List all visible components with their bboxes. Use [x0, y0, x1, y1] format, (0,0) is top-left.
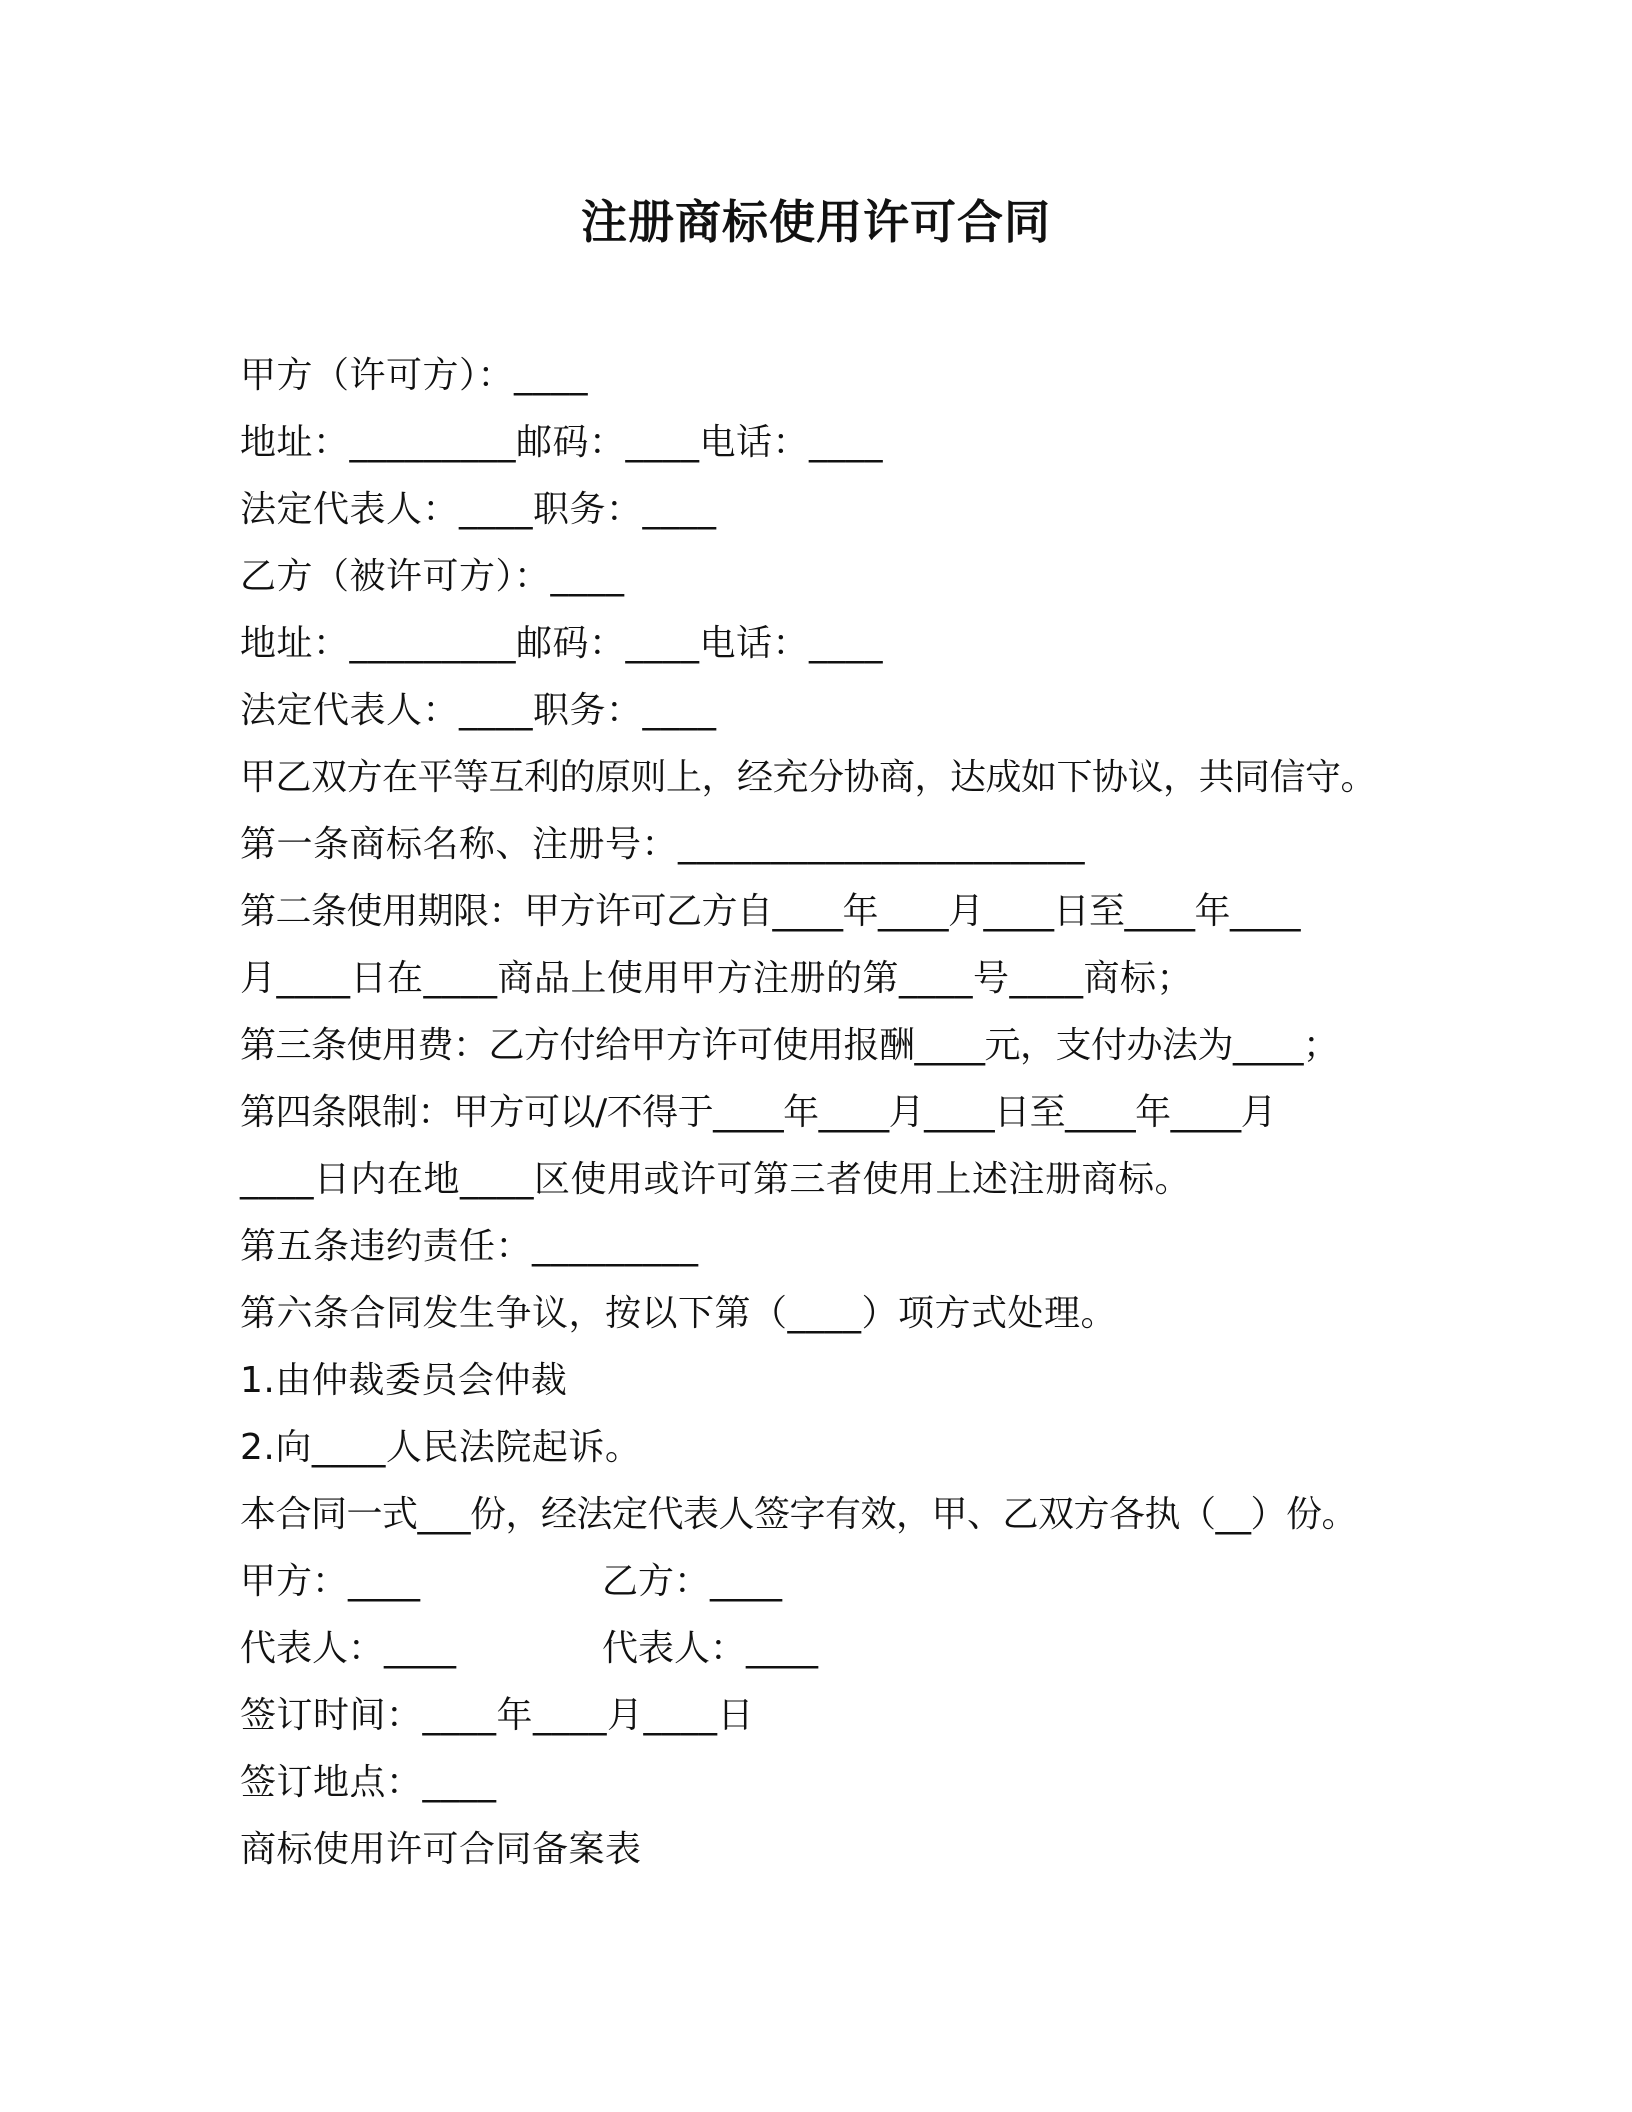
filing-form-title: 商标使用许可合同备案表 — [240, 1829, 642, 1870]
article-2-line-1: 第二条使用期限：甲方许可乙方自____年____月____日至____年____ — [240, 891, 1301, 932]
signature-row-representatives — [240, 1615, 1420, 1682]
party-a-line: 甲方（许可方）：____ — [240, 355, 589, 396]
party-a-address-line: 地址：_________邮码：____电话：____ — [240, 422, 884, 463]
article-3-line: 第三条使用费：乙方付给甲方许可使用报酬____元，支付办法为____； — [240, 1025, 1339, 1066]
dispute-option-1: 1.由仲裁委员会仲裁 — [240, 1360, 568, 1401]
party-b-signature: 乙方：____ — [602, 1561, 783, 1602]
copies-line: 本合同一式___份，经法定代表人签字有效，甲、乙双方各执（__）份。 — [240, 1494, 1358, 1535]
party-a-signature: 甲方：____ — [240, 1561, 421, 1602]
signature-row-parties — [240, 1548, 1420, 1615]
document-body — [240, 342, 1420, 1883]
agreement-intro-line: 甲乙双方在平等互利的原则上，经充分协商，达成如下协议，共同信守。 — [240, 757, 1377, 798]
article-2-line-2: 月____日在____商品上使用甲方注册的第____号____商标； — [240, 958, 1194, 999]
party-b-line: 乙方（被许可方）：____ — [240, 556, 625, 597]
article-1-line: 第一条商标名称、注册号：______________________ — [240, 824, 1086, 865]
article-4-line-1: 第四条限制：甲方可以/不得于____年____月____日至____年____月 — [240, 1092, 1277, 1133]
party-b-representative-signature: 代表人：____ — [602, 1628, 819, 1669]
article-5-line: 第五条违约责任：_________ — [240, 1226, 699, 1267]
dispute-option-2: 2.向____人民法院起诉。 — [240, 1427, 642, 1468]
party-b-representative-line: 法定代表人：____职务：____ — [240, 690, 717, 731]
party-a-representative-signature: 代表人：____ — [240, 1628, 457, 1669]
signing-place-line: 签订地点：____ — [240, 1762, 497, 1803]
article-6-line: 第六条合同发生争议，按以下第（____）项方式处理。 — [240, 1293, 1118, 1334]
signing-date-line: 签订时间：____年____月____日 — [240, 1695, 755, 1736]
party-a-representative-line: 法定代表人：____职务：____ — [240, 489, 717, 530]
party-b-address-line: 地址：_________邮码：____电话：____ — [240, 623, 884, 664]
article-4-line-2: ____日内在地____区使用或许可第三者使用上述注册商标。 — [240, 1159, 1192, 1200]
document-title: 注册商标使用许可合同 — [581, 195, 1051, 249]
